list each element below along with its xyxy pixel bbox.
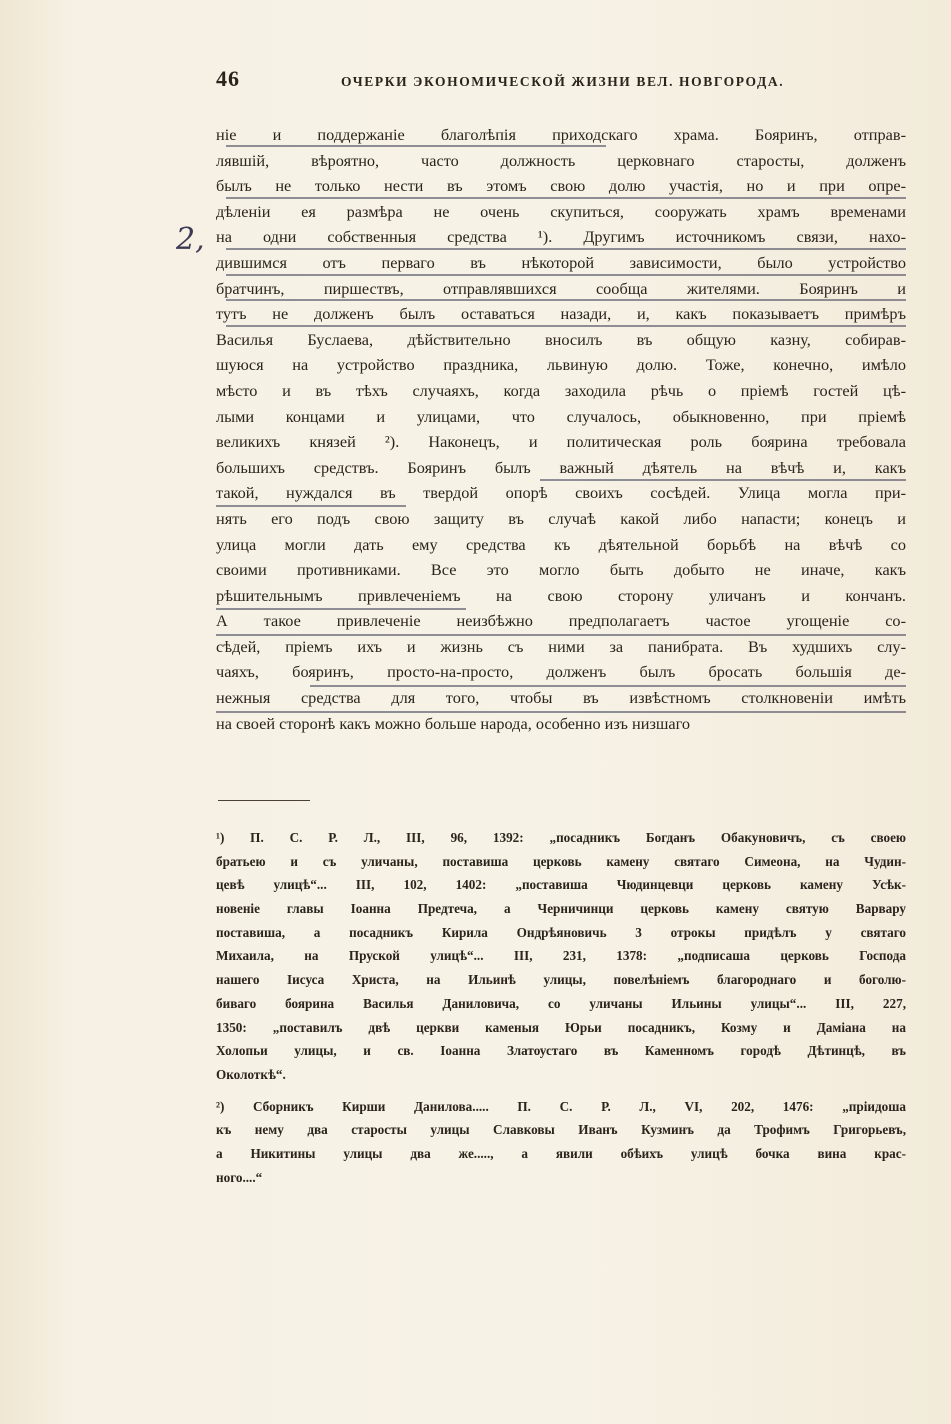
footnote-line: Холопьи улицы, и св. Іоанна Златоустаго въ Каменномъ городѣ Дѣтинцѣ, въ: [216, 1043, 906, 1059]
handwritten-margin-note: 2,: [176, 222, 205, 257]
text-line: братчинъ, пиршествъ, отправлявшихся сообща жителями. Бояринъ и: [216, 278, 906, 298]
main-text: [216, 122, 906, 736]
text-line: нять его подъ свою защиту въ случаѣ какой либо напасти; конецъ и: [216, 508, 906, 528]
text-line: лыми концами и улицами, что случалось, обыкновенно, при пріемѣ: [216, 406, 906, 426]
footnote-line: Околоткѣ“.: [216, 1066, 286, 1082]
text-line: нежныя средства для того, чтобы въ извѣстномъ столкновеніи имѣть: [216, 688, 906, 708]
text-line: такой, нуждался въ твердой опорѣ своихъ сосѣдей. Улица могла при-: [216, 483, 906, 503]
footnote-line: ¹) П. С. Р. Л., III, 96, 1392: „посадникъ Богданъ Обакуновичъ, съ своею: [216, 830, 906, 845]
text-line: шуюся на устройство праздника, львиную долю. Тоже, конечно, имѣло: [216, 355, 906, 375]
text-line: лявшій, вѣроятно, часто должность церковнаго старосты, долженъ: [216, 150, 906, 170]
text-line: тутъ не долженъ былъ оставаться назади, и, какъ показываетъ примѣръ: [216, 304, 906, 324]
footnote-line: ного....“: [216, 1169, 263, 1185]
text-line: большихъ средствъ. Бояринъ былъ важный дѣятель на вѣчѣ и, какъ: [216, 457, 906, 477]
text-line: мѣсто и въ тѣхъ случаяхъ, когда заходила рѣчь о пріемѣ гостей цѣ-: [216, 380, 906, 400]
text-line: улица могли дать ему средства къ дѣятельной борьбѣ на вѣчѣ со: [216, 534, 906, 554]
footnote-line: къ нему два старосты улицы Славковы Иванъ Кузминъ да Трофимъ Григорьевъ,: [216, 1122, 906, 1138]
text-line: Василья Буслаева, дѣйствительно вносилъ въ общую казну, собирав-: [216, 329, 906, 349]
footnote-line: нашего Іисуса Христа, на Ильинѣ улицы, повелѣніемъ благороднаго и боголю-: [216, 972, 906, 988]
text-line: былъ не только нести въ этомъ свою долю участія, но и при опре-: [216, 176, 906, 196]
footnote-line: цевѣ улицѣ“... III, 102, 1402: „поставиша Чюдинцевци церковь камену Усѣк-: [216, 877, 906, 893]
text-line: А такое привлеченіе неизбѣжно предполагаетъ частое угощеніе со-: [216, 611, 906, 631]
text-line: сѣдей, пріемъ ихъ и жизнь съ ними за панибрата. Въ худшихъ слу-: [216, 636, 906, 656]
footnote-line: 1350: „поставилъ двѣ церкви каменыя Юрьи посадникъ, Козму и Даміана на: [216, 1019, 906, 1035]
text-line: великихъ князей ²). Наконецъ, и политическая роль боярина требовала: [216, 432, 906, 452]
text-line: ніе и поддержаніе благолѣпія приходскаго храма. Бояринъ, отправ-: [216, 125, 906, 144]
page-header: [216, 66, 906, 106]
footnote-line: Михаила, на Пруской улицѣ“... III, 231, 1378: „подписаша церковь Господа: [216, 948, 906, 964]
footnote-line: а Никитины улицы два же....., а явили обѣихъ улицѣ бочка вина крас-: [216, 1145, 906, 1161]
footnote-line: новеніе главы Іоанна Предтеча, а Черничинци церковь камену святую Варвару: [216, 901, 906, 917]
footnote-line: ²) Сборникъ Кирши Данилова..... П. С. Р. Л., VI, 202, 1476: „пріидоша: [216, 1098, 906, 1114]
running-title: ОЧЕРКИ ЭКОНОМИЧЕСКОЙ ЖИЗНИ ВЕЛ. НОВГОРОДА.: [341, 74, 785, 89]
text-line: своими противниками. Все это могло быть добыто не иначе, какъ: [216, 560, 906, 580]
footnote-line: поставиша, а посадникъ Кирила Ондрѣяновичь 3 отрокы придѣлъ у святаго: [216, 924, 906, 940]
footnotes: [216, 826, 906, 1189]
text-line: дѣленіи ея размѣра не очень скупиться, сооружать храмъ временами: [216, 201, 906, 221]
text-line: дившимся отъ перваго въ нѣкоторой зависимости, было устройство: [216, 252, 906, 272]
text-line: рѣшительнымъ привлеченіемъ на свою сторону уличанъ и кончанъ.: [216, 585, 906, 605]
text-line: на одни собственныя средства ¹). Другимъ источникомъ связи, нахо-: [216, 227, 906, 247]
text-line: на своей сторонѣ какъ можно больше народа, особенно изъ низшаго: [216, 713, 691, 733]
footnote-1: [216, 826, 906, 1087]
footnote-line: биваго боярина Василья Даниловича, со уличаны Ильины улицы“... III, 227,: [216, 995, 906, 1011]
footnote-line: братьею и съ уличаны, поставиша церковь камену святаго Симеона, на Чудин-: [216, 853, 906, 869]
footnote-divider: [218, 800, 310, 801]
page-number: 46: [216, 66, 240, 91]
footnote-2: [216, 1095, 906, 1190]
text-line: чаяхъ, бояринъ, просто-на-просто, долженъ былъ бросать большія де-: [216, 662, 906, 682]
